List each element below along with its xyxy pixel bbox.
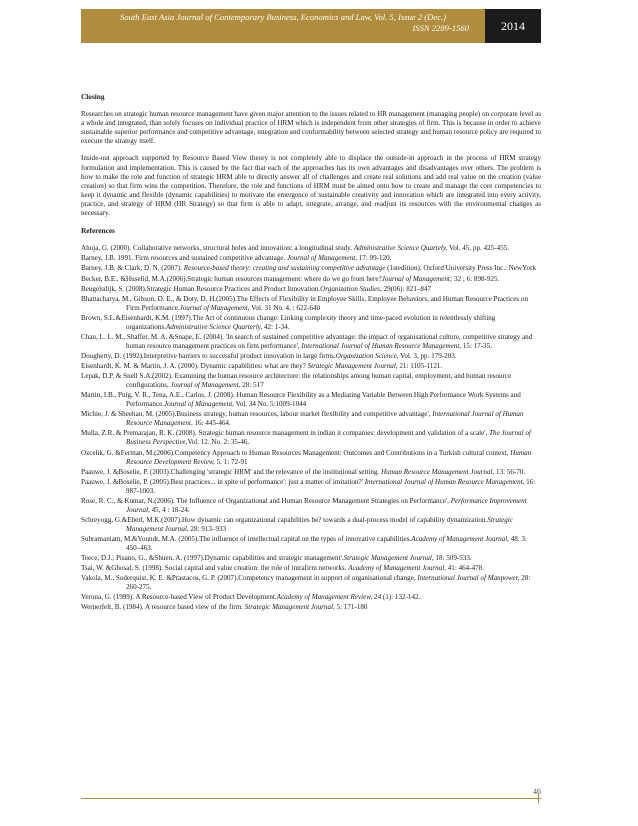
reference-details: 32 ; 6: 898-925. — [452, 274, 500, 283]
references-list — [81, 244, 541, 612]
reference-item — [81, 314, 541, 332]
reference-text: Brown, S.L.&Eisenhardt, K.M. (1997).The Art of continuous change: Linking complexity theory and time-paced evolution in relentlessly shifting organizations. — [81, 313, 496, 331]
reference-source: Journal of Management, — [164, 400, 234, 409]
reference-item — [81, 391, 541, 409]
reference-text: Verona, G. (1999). A Resource-based View of Product Development. — [81, 593, 277, 602]
reference-details: Vol. 45, pp. 425-455. — [447, 244, 510, 253]
reference-item — [81, 362, 541, 371]
reference-text: Beugelsdijk, S. (2008).Strategic Human Resource Practices and Product Innovation. — [81, 284, 321, 293]
reference-source: Strategic Management Journal, — [244, 603, 335, 612]
reference-item — [81, 352, 541, 361]
reference-source: Academy of Management Review, — [276, 593, 373, 602]
reference-details: Vol. 12. No. 2: 35-46. — [187, 438, 250, 447]
reference-details: 17: 99-120. — [356, 254, 392, 263]
reference-item — [81, 244, 541, 253]
reference-details: 5: 171-180 — [334, 603, 368, 612]
reference-text: Eisenhardt, K. M. & Martin, J. A. (2000). Dynamic capabilities: what are they? — [81, 362, 308, 371]
reference-details: 16: 987-1003. — [126, 477, 536, 495]
reference-details: 15: 17-35. — [461, 341, 493, 350]
reference-details: 5. 1: 72-91 — [214, 457, 248, 466]
closing-paragraph: Researches on strategic human resource management have given major attention to the issues related to HR management (managing people) on corporate level as a whole and integrated, than solely focuses on individual practice of HRM which is independent from other strategies of firm. This is because in order to achieve sustainable superior performance and competitive advantage, integration and conformability between selected strategy and human resource policy are required to execute the strategy itself. — [81, 110, 541, 146]
page-number: 46 — [533, 787, 541, 796]
reference-source: Journal of Management, — [170, 381, 241, 390]
journal-year: 2014 — [485, 9, 541, 43]
reference-details: 18: 509-533. — [433, 554, 472, 563]
reference-source: Strategic Management Journal, — [343, 554, 434, 563]
reference-details: 24 (1): 132-142. — [372, 593, 421, 602]
reference-source: Performance Improvement Journal, — [126, 496, 527, 514]
reference-text: Martin, I.B., Puig, V. R., Tena, A.E., Carlos, J. (2008). Human Resource Flexibility as a Mediating Variable Between High Performance Work Systems and Performance. — [81, 391, 521, 409]
reference-item — [81, 564, 541, 573]
reference-text: Becker, B.E., &Huselid, M.A.(2006).Strategic human resources management: where do we go from here? — [81, 274, 382, 283]
reference-source: Administrative Science Quarterly, — [165, 322, 263, 331]
reference-text: Barney, J.B. & Clark, D. N. (2007). — [81, 264, 184, 273]
reference-details: Vol. 34 No. 5:1009-1044 — [233, 400, 307, 409]
reference-item — [81, 478, 541, 496]
closing-title: Closing — [81, 92, 105, 101]
references-title: References — [81, 226, 115, 236]
reference-text: Ozcelik, G. &Ferman, M.(2006).Competency Approach to Human Resources Management: Outcomes and Contributions in a Turkish cultural context, — [81, 448, 511, 457]
reference-details: Vol. 31 No. 4, : 622-640 — [249, 303, 321, 312]
reference-text: Bhattacharya, M., Gibson, D. E., & Doty, D. H.(2005).The Effects of Flexibility in Employee Skills, Employee Behaviors, and Human Resource Practices on Firm Performance. — [81, 294, 529, 312]
reference-details: 48. 3: 450–463. — [126, 535, 527, 552]
reference-details: 28: 913–933 — [188, 524, 227, 533]
reference-item — [81, 516, 541, 534]
reference-text: Teece, D.J., Pisano, G., &Shuen, A. (1997).Dynamic capabilities and strategic management'. — [81, 554, 344, 563]
reference-text: Paauwe, J. &Boselie, P. (2003).Challenging 'strategic HRM' and the relevance of the institutional setting. — [81, 467, 382, 476]
reference-details: Vol. 3, pp. 179-203. — [398, 351, 457, 360]
reference-source: Administrative Science Quartely, — [353, 244, 448, 253]
reference-text: Rose, R. C., & Kumar, N.(2006). The Influence of Organizational and Human Resource Management Strategies on Performance', — [81, 496, 451, 505]
reference-item — [81, 372, 541, 390]
reference-item — [81, 264, 541, 273]
reference-details: 42: 1-34. — [262, 322, 290, 331]
reference-details: 28: 517 — [240, 381, 264, 390]
reference-details: 29(06): 821–847 — [381, 284, 432, 293]
reference-text: Paauwe, J. &Boselie, P. (2005).Best practices... in spite of performance': just a matter of imitation?' — [81, 477, 365, 486]
reference-source: Journal of Management, — [287, 254, 357, 263]
reference-item — [81, 275, 541, 284]
reference-source: Human Resource Development Review, — [126, 448, 532, 466]
reference-item — [81, 295, 541, 313]
reference-source: Academy of Management Journal, — [348, 564, 446, 573]
reference-text: Vakola, M., Soderquist, K. E. &Prastacos, G. P. (2007).Competency management in support of organisational change, — [81, 574, 418, 583]
reference-details: 13: 56-70. — [494, 467, 526, 476]
reference-item — [81, 449, 541, 467]
journal-header — [81, 9, 541, 43]
reference-text: Chan, L. L. M., Shaffer, M. A. &Snape, E. (2004). 'In search of sustained competitive advantage: the impact of organisational culture, competitive strategy and human resource management practices on firm performance', — [81, 332, 533, 350]
reference-item — [81, 254, 541, 263]
journal-name: South East Asia Journal of Contemporary Business, Economics and Law, Vol. 5, Issue 2 (Dec.) — [120, 12, 446, 22]
reference-item — [81, 554, 541, 563]
reference-item — [81, 285, 541, 294]
reference-details: 21: 1105-1121. — [397, 362, 443, 371]
reference-item — [81, 574, 541, 592]
reference-source: Organization Science. — [335, 351, 399, 360]
reference-item — [81, 497, 541, 515]
reference-text: Tsai, W. &Ghosal, S. (1998). Social capital and value creation: the role of intrafirm networks. — [81, 564, 349, 573]
page-footer — [81, 787, 541, 813]
reference-source: Strategic Management Journal, — [307, 362, 398, 371]
reference-text: Michie, J. & Sheehan, M. (2005).Business strategy, human resources, labour market flexibility and competitive advantage', — [81, 410, 433, 419]
reference-item — [81, 429, 541, 447]
reference-source: Strategic Management Journal, — [126, 515, 513, 533]
reference-details: 28: 260-275. — [126, 574, 531, 592]
reference-item — [81, 333, 541, 351]
reference-details: 41: 464-478. — [445, 564, 484, 573]
reference-item — [81, 603, 541, 612]
reference-item — [81, 468, 541, 477]
journal-header-band — [81, 9, 485, 43]
reference-text: Subramaniam, M.&Youndt, M.A. (2005).The influence of intellectual capital on the types of innovative capabilities. — [81, 535, 412, 543]
reference-source: Journal of Management; — [381, 274, 453, 283]
reference-item — [81, 410, 541, 428]
closing-paragraph: Inside-out approach supported by Resource Based View theory is not completely able to displace the outside-in approach in the process of HRM strategy formulation and implementation. This is caused by the fact that each of the approaches has its own advantages and disadvantages over others. The problem is how to make the role and function of strategic HRM able to directly answer all of challenges and create real solutions and add real value on the creation (value creation) so that firm wins the competition. Therefore, the role and functions of HRM must be aimed onto how to create and manage the core competencies to keep it dynamic and flexible (dynamic capabilities) to motivate the emergence of sustainable creativity and innovation which are integrated into every activity, practice, and strategy of HRM (HR Strategy) so that firm is able to adapt, integrate, arrange, and readjust its resources with the environmental changes as necessary. — [81, 154, 541, 218]
journal-issn: ISSN 2289-1560 — [412, 23, 469, 33]
reference-text: Wernerfelt, B. (1984). A resource based view of the firm. — [81, 603, 245, 612]
reference-source: International Journal of Human Resource Management, — [126, 410, 524, 428]
reference-text: Mulla, Z.R. & Premarajan, R. K. (2008). Strategic human resource management in indian it companies: development and validation of a scale', — [81, 429, 490, 438]
page-content — [81, 92, 541, 614]
reference-text: Ahuja, G. (2000). Collaborative networks, structural holes and innovation: a longitudinal study. — [81, 244, 354, 253]
reference-source: The Journal of Business Perspective, — [126, 429, 531, 447]
reference-source: International Journal of Manpower, — [417, 574, 520, 583]
reference-source: Organization Studies, — [320, 284, 382, 293]
reference-text: Barney, J.B. 1991. Firm resources and sustained competitive advantage. — [81, 254, 287, 263]
reference-details: (1stedition). Oxford University Press Inc.: NewYork — [385, 264, 536, 273]
reference-text: Lepak, D.P. & Snell S.A.(2002). Examining the human resource architecture: the relationships among human capital, employment, and human resource configurations, — [81, 372, 512, 390]
reference-item — [81, 535, 541, 553]
reference-source: International Journal of Human Resource Management, — [301, 341, 462, 350]
reference-source: International Journal of Human Resource Management, — [364, 477, 525, 486]
reference-text: Schreyogg, G.&Eberl, M.K.(2007).How dynamic can organizational capabilities be? towards a dual-process model of capability dynamization. — [81, 515, 488, 524]
reference-source: Academy of Management Journal, — [411, 535, 509, 543]
reference-item — [81, 593, 541, 602]
reference-text: Dougherty, D. (1992).Interpretive barriers to successful product innovation in large firms. — [81, 351, 336, 360]
reference-details: 45, 4 : 18-24. — [149, 505, 190, 514]
reference-source: Journal of Management, — [179, 303, 250, 312]
reference-source: Human Resource Management Journal, — [381, 467, 495, 476]
reference-details: 16: 445-464. — [192, 419, 231, 428]
reference-source: Resource-based theory: creating and sustaining competitive advantage — [183, 264, 386, 273]
